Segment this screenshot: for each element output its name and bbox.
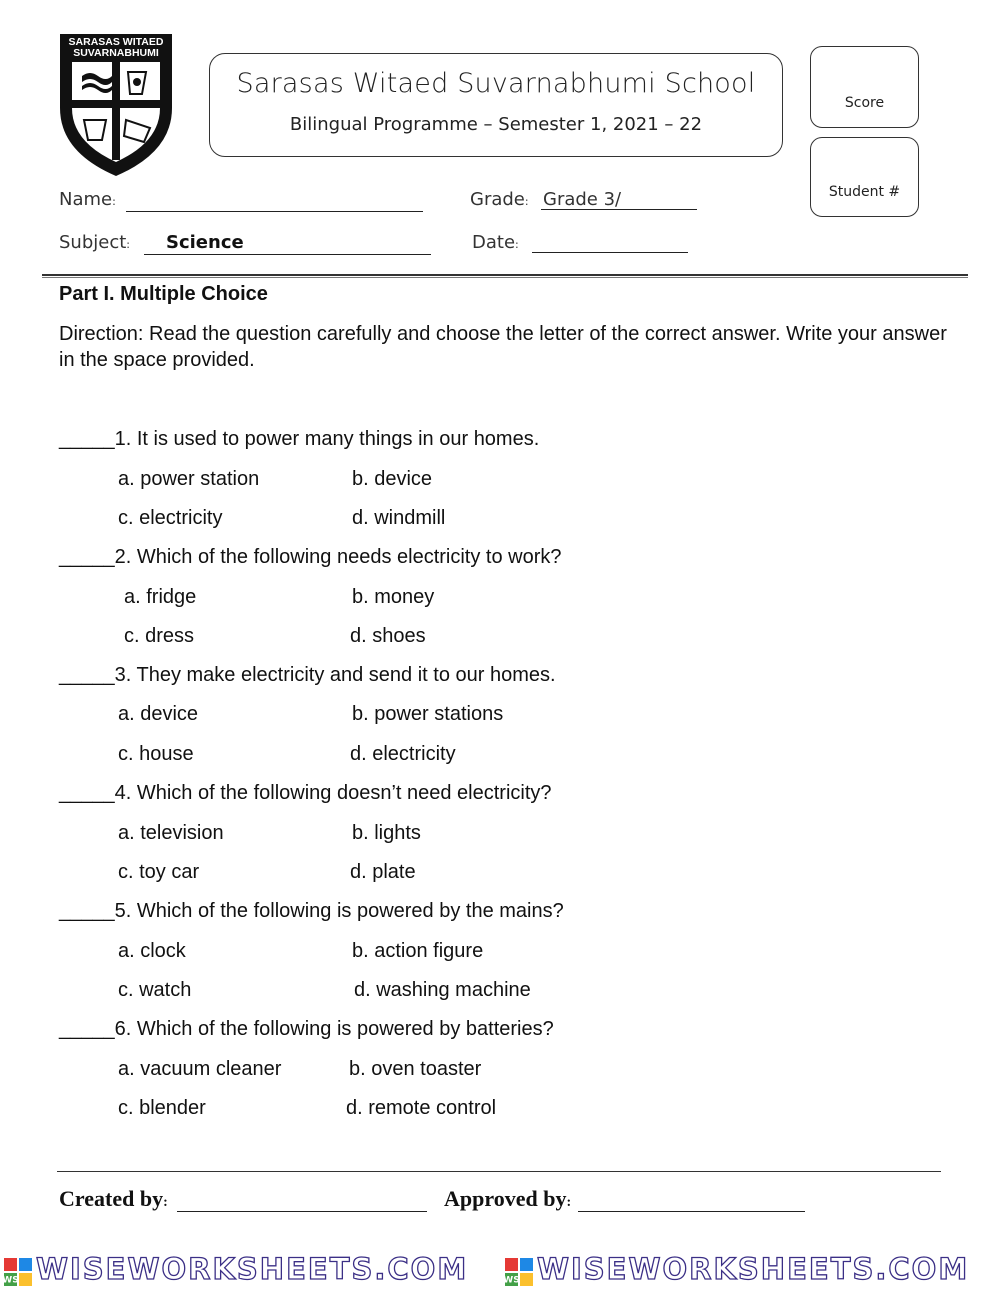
q1-option-d[interactable]: d. windmill bbox=[352, 507, 446, 529]
score-box[interactable] bbox=[810, 46, 919, 128]
header-divider bbox=[42, 274, 968, 276]
question-2: _____2. Which of the following needs electricity to work? bbox=[59, 546, 562, 568]
grade-input-line[interactable] bbox=[541, 209, 697, 210]
q5-option-c[interactable]: c. watch bbox=[118, 979, 192, 1001]
q2-option-d[interactable]: d. shoes bbox=[350, 625, 426, 647]
approved-by-line[interactable] bbox=[578, 1211, 805, 1212]
q5-option-a[interactable]: a. clock bbox=[118, 940, 186, 962]
wiseworksheets-logo-icon bbox=[4, 1258, 32, 1286]
approved-by-label: Approved by: bbox=[444, 1186, 572, 1211]
created-by-line[interactable] bbox=[177, 1211, 427, 1212]
q3-option-a[interactable]: a. device bbox=[118, 703, 199, 725]
q6-option-c[interactable]: c. blender bbox=[118, 1097, 206, 1119]
q1-option-c[interactable]: c. electricity bbox=[118, 507, 223, 529]
date-input-line[interactable] bbox=[532, 252, 688, 253]
icon-letters-2: WS bbox=[503, 1275, 520, 1286]
created-by-label: Created by: bbox=[59, 1186, 168, 1211]
question-3: _____3. They make electricity and send it to our homes. bbox=[59, 664, 556, 686]
header-divider-thin bbox=[42, 277, 968, 278]
date-field-label: Date: bbox=[472, 232, 519, 253]
footer-divider bbox=[57, 1171, 941, 1172]
logo-text-line2: SUVARNABHUMI bbox=[73, 47, 159, 59]
school-header-box bbox=[209, 53, 783, 157]
watermark-footer bbox=[0, 1252, 1000, 1291]
grade-field-label: Grade: bbox=[470, 189, 529, 210]
q3-option-b[interactable]: b. power stations bbox=[352, 703, 504, 725]
question-1: _____1. It is used to power many things in our homes. bbox=[59, 428, 540, 450]
name-field-label: Name: bbox=[59, 189, 116, 210]
score-label: Score bbox=[844, 95, 885, 111]
q2-option-a[interactable]: a. fridge bbox=[124, 586, 197, 608]
q1-option-a[interactable]: a. power station bbox=[118, 468, 260, 490]
student-number-box[interactable] bbox=[810, 137, 919, 217]
school-crest-logo bbox=[56, 30, 176, 180]
q4-option-c[interactable]: c. toy car bbox=[118, 861, 200, 883]
q4-option-a[interactable]: a. television bbox=[118, 822, 224, 844]
q6-option-d[interactable]: d. remote control bbox=[346, 1097, 497, 1119]
subject-value: Science bbox=[166, 232, 244, 253]
logo-text-line1: SARASAS WITAED bbox=[68, 36, 164, 48]
question-5: _____5. Which of the following is powered by the mains? bbox=[59, 900, 564, 922]
question-6: _____6. Which of the following is powered by batteries? bbox=[59, 1018, 554, 1040]
q4-option-b[interactable]: b. lights bbox=[352, 822, 421, 844]
programme-subtitle: Bilingual Programme – Semester 1, 2021 – 22 bbox=[289, 114, 703, 135]
student-number-label: Student # bbox=[828, 184, 901, 200]
q4-option-d[interactable]: d. plate bbox=[350, 861, 416, 883]
q6-option-b[interactable]: b. oven toaster bbox=[349, 1058, 482, 1080]
question-4: _____4. Which of the following doesn’t need electricity? bbox=[59, 782, 552, 804]
subject-field-label: Subject: bbox=[59, 232, 131, 253]
watermark-text-1: WISEWORKSHEETS.COM bbox=[36, 1252, 469, 1286]
q5-option-d[interactable]: d. washing machine bbox=[354, 979, 531, 1001]
subject-input-line[interactable] bbox=[144, 254, 431, 255]
wiseworksheets-logo-icon bbox=[505, 1258, 533, 1286]
q5-option-b[interactable]: b. action figure bbox=[352, 940, 484, 962]
name-input-line[interactable] bbox=[126, 211, 423, 212]
q1-option-b[interactable]: b. device bbox=[352, 468, 433, 490]
part-title: Part I. Multiple Choice bbox=[59, 283, 268, 305]
school-name: Sarasas Witaed Suvarnabhumi School bbox=[236, 68, 756, 99]
q3-option-c[interactable]: c. house bbox=[118, 743, 194, 765]
q2-option-c[interactable]: c. dress bbox=[124, 625, 195, 647]
q2-option-b[interactable]: b. money bbox=[352, 586, 435, 608]
watermark-text-2: WISEWORKSHEETS.COM bbox=[537, 1252, 970, 1286]
grade-value: Grade 3/ bbox=[543, 189, 622, 210]
direction-text: Direction: Read the question carefully and choose the letter of the correct answer. Write your answer in the space provided. bbox=[59, 323, 947, 371]
q6-option-a[interactable]: a. vacuum cleaner bbox=[118, 1058, 282, 1080]
q3-option-d[interactable]: d. electricity bbox=[350, 743, 456, 765]
icon-letters-1: WS bbox=[2, 1275, 19, 1286]
